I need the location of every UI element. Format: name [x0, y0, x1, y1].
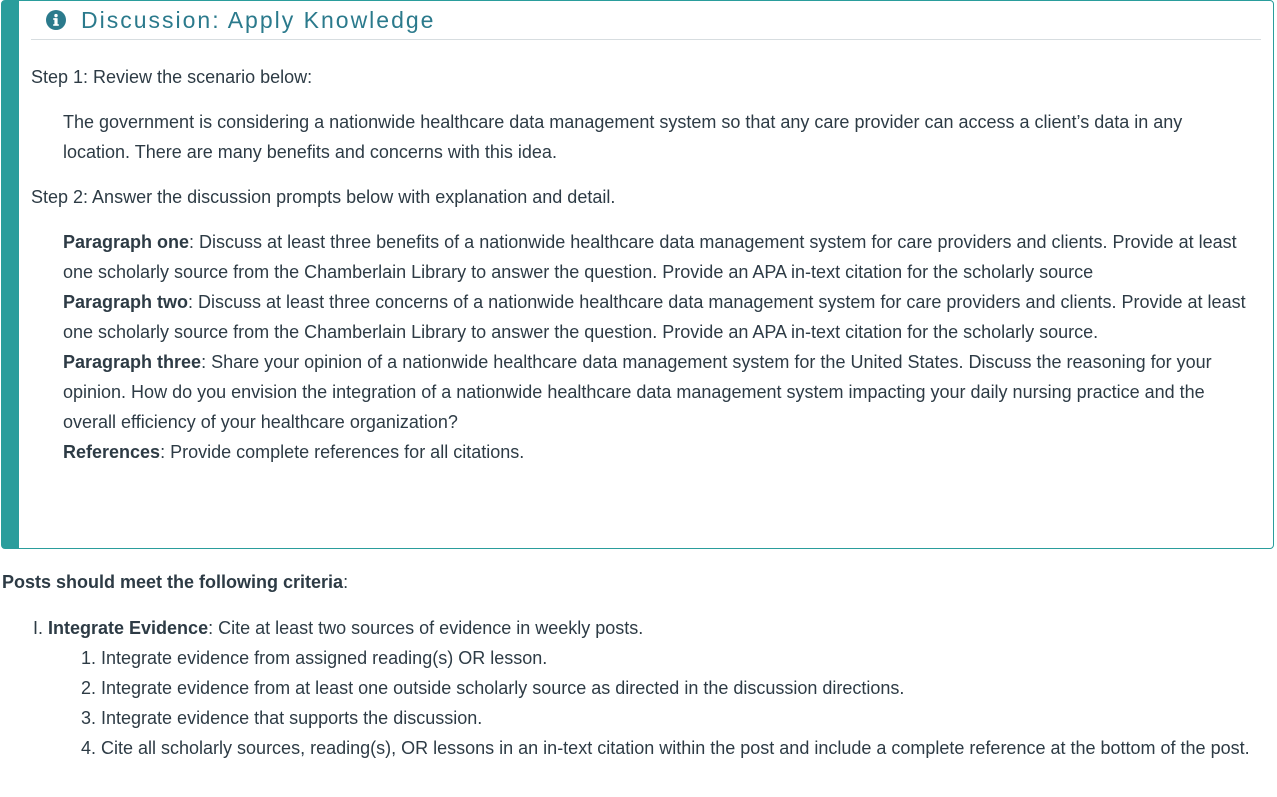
step-one: Step 1: Review the scenario below:: [31, 67, 313, 87]
criteria-numeral: I.: [33, 618, 49, 638]
criteria-heading: [2, 567, 348, 597]
list-number: 3.: [81, 708, 97, 728]
list-text: Cite all scholarly sources, reading(s), OR lessons in an in-text citation within the post and include a complete reference at the bottom of the post.: [101, 738, 1250, 758]
prompt-references: [63, 437, 1249, 467]
criteria-label: Integrate Evidence: [48, 618, 209, 638]
step-two: Step 2: Answer the discussion prompts below with explanation and detail.: [31, 187, 616, 207]
scenario-text: The government is considering a nationwide healthcare data management system so that any care provider can access a client’s data in any location. There are many benefits and concerns with this idea.: [63, 112, 1183, 162]
criteria-list: [33, 613, 1267, 763]
list-number: 1.: [81, 648, 97, 668]
list-number: 4.: [81, 738, 97, 758]
list-text: Integrate evidence from at least one outside scholarly source as directed in the discussion directions.: [101, 678, 905, 698]
list-text: Integrate evidence that supports the discussion.: [101, 708, 483, 728]
prompt-label: References: [63, 442, 161, 462]
prompt-text: : Discuss at least three benefits of a nationwide healthcare data management system for care providers and clients. Provide at least one scholarly source from the Chamberlain Library to answer the question. Provide an APA in-text citation for the scholarly source: [63, 232, 1237, 282]
prompt-paragraph-three: [63, 347, 1249, 437]
list-item: [81, 733, 1267, 763]
prompt-label: Paragraph one: [63, 232, 190, 252]
prompt-paragraph-two: [63, 287, 1249, 347]
criteria-heading-colon: :: [343, 572, 349, 592]
callout-header: [31, 2, 1261, 40]
prompt-text: : Discuss at least three concerns of a nationwide healthcare data management system for care providers and clients. Provide at least one scholarly source from the Chamberlain Library to answer the question. Provide an APA in-text citation for the scholarly source.: [63, 292, 1246, 342]
info-circle-icon: [46, 10, 66, 30]
criteria-text: : Cite at least two sources of evidence in weekly posts.: [208, 618, 644, 638]
prompt-list: [63, 227, 1249, 467]
list-item: [81, 703, 1267, 733]
criteria-sub-list: [33, 643, 1267, 763]
list-item: [81, 673, 1267, 703]
list-number: 2.: [81, 678, 97, 698]
criteria-item-integrate-evidence: [33, 613, 1267, 643]
prompt-text: : Provide complete references for all citations.: [160, 442, 525, 462]
discussion-callout: [1, 0, 1274, 549]
prompt-label: Paragraph two: [63, 292, 189, 312]
callout-title: Discussion: Apply Knowledge: [81, 7, 436, 33]
prompt-text: : Share your opinion of a nationwide healthcare data management system for the United States. Discuss the reasoning for your opinion. How do you envision the integration of a nationwide healthcare data management system impacting your daily nursing practice and the overall efficiency of your healthcare organization?: [63, 352, 1212, 432]
list-text: Integrate evidence from assigned reading(s) OR lesson.: [101, 648, 548, 668]
prompt-label: Paragraph three: [63, 352, 202, 372]
list-item: [81, 643, 1267, 673]
prompt-paragraph-one: [63, 227, 1249, 287]
criteria-heading-bold: Posts should meet the following criteria: [2, 572, 344, 592]
